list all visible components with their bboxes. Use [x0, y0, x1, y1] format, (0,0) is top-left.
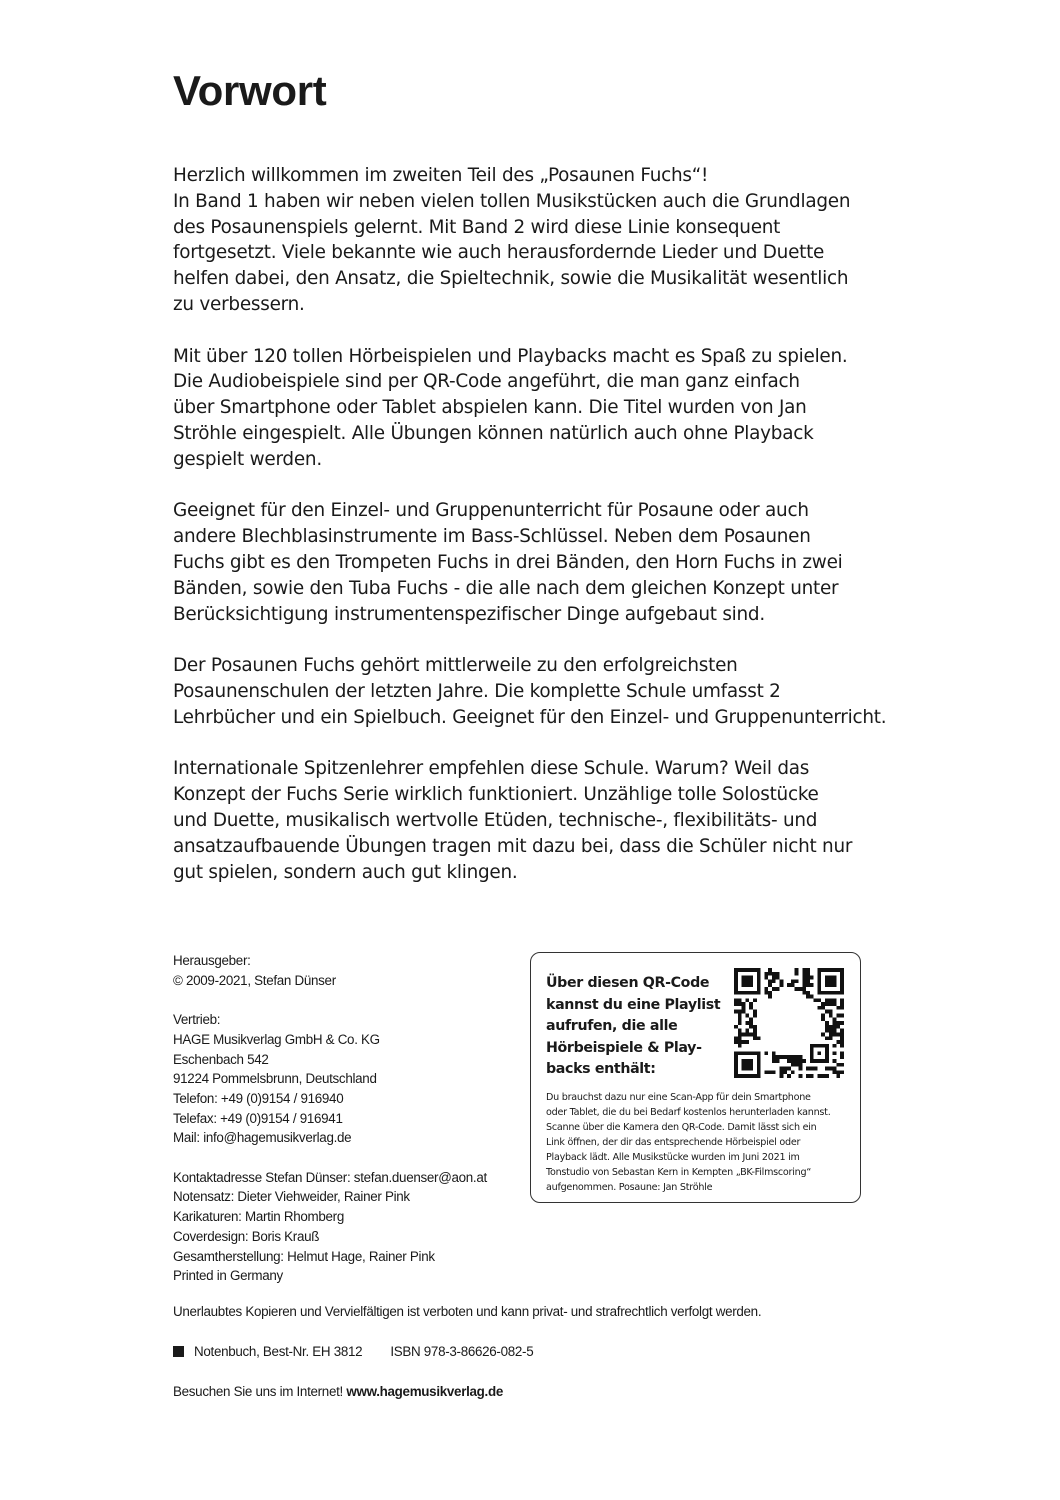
qr-heading-line: kannst du eine Playlist: [546, 996, 721, 1013]
intro-text: [173, 163, 887, 911]
imprint-line: Eschenbach 542: [173, 1051, 269, 1067]
copyright-notice: Unerlaubtes Kopieren und Vervielfältigen ist verboten und kann privat- und strafrechtlich verfolgt werden.: [173, 1304, 762, 1319]
text-line: Mit über 120 tollen Hörbeispielen und Playbacks macht es Spaß zu spielen.: [173, 345, 848, 367]
qr-body-line: Playback lädt. Alle Musikstücke wurden im Juni 2021 im: [546, 1152, 800, 1163]
text-line: und Duette, musikalisch wertvolle Etüden, technische-, flexibilitäts- und: [173, 809, 818, 831]
imprint-line: Gesamtherstellung: Helmut Hage, Rainer Pink: [173, 1248, 435, 1264]
imprint-line: Printed in Germany: [173, 1268, 283, 1284]
imprint-line: Kontaktadresse Stefan Dünser: stefan.duenser@aon.at: [173, 1169, 487, 1185]
paragraph-recommendation: [173, 756, 873, 885]
imprint-line: Mail: info@hagemusikverlag.de: [173, 1130, 352, 1146]
imprint-line: Karikaturen: Martin Rhomberg: [173, 1209, 344, 1225]
paragraph-suitability: [173, 498, 873, 627]
text-line: Posaunenschulen der letzten Jahre. Die komplette Schule umfasst 2: [173, 680, 781, 702]
qr-heading: [546, 973, 726, 1081]
text-line: Die Audiobeispiele sind per QR-Code angeführt, die man ganz einfach: [173, 371, 800, 393]
text-line: Lehrbücher und ein Spielbuch. Geeignet für den Einzel- und Gruppenunterricht.: [173, 706, 887, 728]
imprint-line: Telefon: +49 (0)9154 / 916940: [173, 1090, 344, 1106]
imprint-distribution: [173, 1010, 513, 1148]
text-line: Konzept der Fuchs Serie wirklich funktioniert. Unzählige tolle Solostücke: [173, 784, 819, 806]
isbn: ISBN 978-3-86626-082-5: [390, 1344, 534, 1359]
qr-code-icon[interactable]: [734, 968, 844, 1078]
website-line: [173, 1384, 503, 1399]
website-prefix: Besuchen Sie uns im Internet!: [173, 1384, 343, 1399]
square-bullet-icon: [173, 1346, 184, 1357]
text-line: des Posaunenspiels gelernt. Mit Band 2 wird diese Linie konsequent: [173, 216, 781, 238]
paragraph-success: [173, 653, 887, 730]
order-info: [173, 1344, 533, 1359]
text-line: helfen dabei, den Ansatz, die Spieltechnik, sowie die Musikalität wesentlich: [173, 268, 849, 290]
text-line: Internationale Spitzenlehrer empfehlen diese Schule. Warum? Weil das: [173, 758, 810, 780]
qr-heading-line: aufrufen, die alle: [546, 1018, 678, 1034]
text-line: Bänden, sowie den Tuba Fuchs - die alle nach dem gleichen Konzept unter: [173, 577, 839, 599]
paragraph-audio: [173, 344, 873, 473]
qr-body-line: Link öffnen, der dir das entsprechende Hörbeispiel oder: [546, 1137, 801, 1148]
text-line: Berücksichtigung instrumentenspezifischer Dinge aufgebaut sind.: [173, 603, 765, 625]
imprint-credits: [173, 1168, 513, 1286]
qr-body-line: Tonstudio von Sebastan Kern in Kempten „BK-Filmscoring“: [546, 1167, 812, 1178]
imprint-line: HAGE Musikverlag GmbH & Co. KG: [173, 1031, 380, 1047]
qr-info-box: [530, 952, 861, 1203]
imprint-line: Vertrieb:: [173, 1012, 221, 1028]
text-line: In Band 1 haben wir neben vielen tollen Musikstücken auch die Grundlagen: [173, 190, 851, 212]
qr-body-line: Du brauchst dazu nur eine Scan-App für dein Smartphone: [546, 1092, 811, 1103]
text-line: ansatzaufbauende Übungen tragen mit dazu bei, dass die Schüler nicht nur: [173, 835, 853, 857]
imprint-line: Coverdesign: Boris Krauß: [173, 1228, 320, 1244]
text-line: Geeignet für den Einzel- und Gruppenunterricht für Posaune oder auch: [173, 500, 809, 522]
qr-heading-line: Hörbeispiele & Play-: [546, 1039, 702, 1056]
qr-body-line: Scanne über die Kamera den QR-Code. Damit lässt sich ein: [546, 1122, 817, 1133]
text-line: Herzlich willkommen im zweiten Teil des „Posaunen Fuchs“!: [173, 165, 709, 186]
imprint-line: Herausgeber:: [173, 953, 251, 968]
qr-instructions: [546, 1090, 851, 1195]
qr-heading-line: Über diesen QR-Code: [546, 975, 710, 991]
website-link[interactable]: www.hagemusikverlag.de: [346, 1384, 503, 1399]
qr-heading-line: backs enthält:: [546, 1061, 656, 1077]
order-number: Notenbuch, Best-Nr. EH 3812: [194, 1344, 363, 1359]
text-line: Ströhle eingespielt. Alle Übungen können natürlich auch ohne Playback: [173, 422, 814, 444]
imprint-line: 91224 Pommelsbrunn, Deutschland: [173, 1071, 377, 1087]
text-line: Der Posaunen Fuchs gehört mittlerweile zu den erfolgreichsten: [173, 655, 738, 677]
text-line: gespielt werden.: [173, 448, 322, 470]
text-line: andere Blechblasinstrumente im Bass-Schlüssel. Neben dem Posaunen: [173, 526, 811, 548]
page-title: Vorwort: [173, 67, 327, 114]
paragraph-welcome: [173, 163, 873, 318]
text-line: fortgesetzt. Viele bekannte wie auch herausfordernde Lieder und Duette: [173, 242, 825, 264]
imprint-publisher: [173, 951, 513, 990]
imprint-line: © 2009-2021, Stefan Dünser: [173, 972, 336, 988]
text-line: gut spielen, sondern auch gut klingen.: [173, 861, 518, 883]
qr-body-line: oder Tablet, die du bei Bedarf kostenlos herunterladen kannst.: [546, 1107, 831, 1118]
imprint-line: Telefax: +49 (0)9154 / 916941: [173, 1110, 343, 1126]
imprint: [173, 951, 513, 1286]
imprint-line: Notensatz: Dieter Viehweider, Rainer Pink: [173, 1189, 410, 1205]
qr-body-line: aufgenommen. Posaune: Jan Ströhle: [546, 1182, 713, 1193]
text-line: Fuchs gibt es den Trompeten Fuchs in drei Bänden, den Horn Fuchs in zwei: [173, 551, 843, 573]
text-line: zu verbessern.: [173, 293, 305, 315]
text-line: über Smartphone oder Tablet abspielen kann. Die Titel wurden von Jan: [173, 397, 807, 419]
